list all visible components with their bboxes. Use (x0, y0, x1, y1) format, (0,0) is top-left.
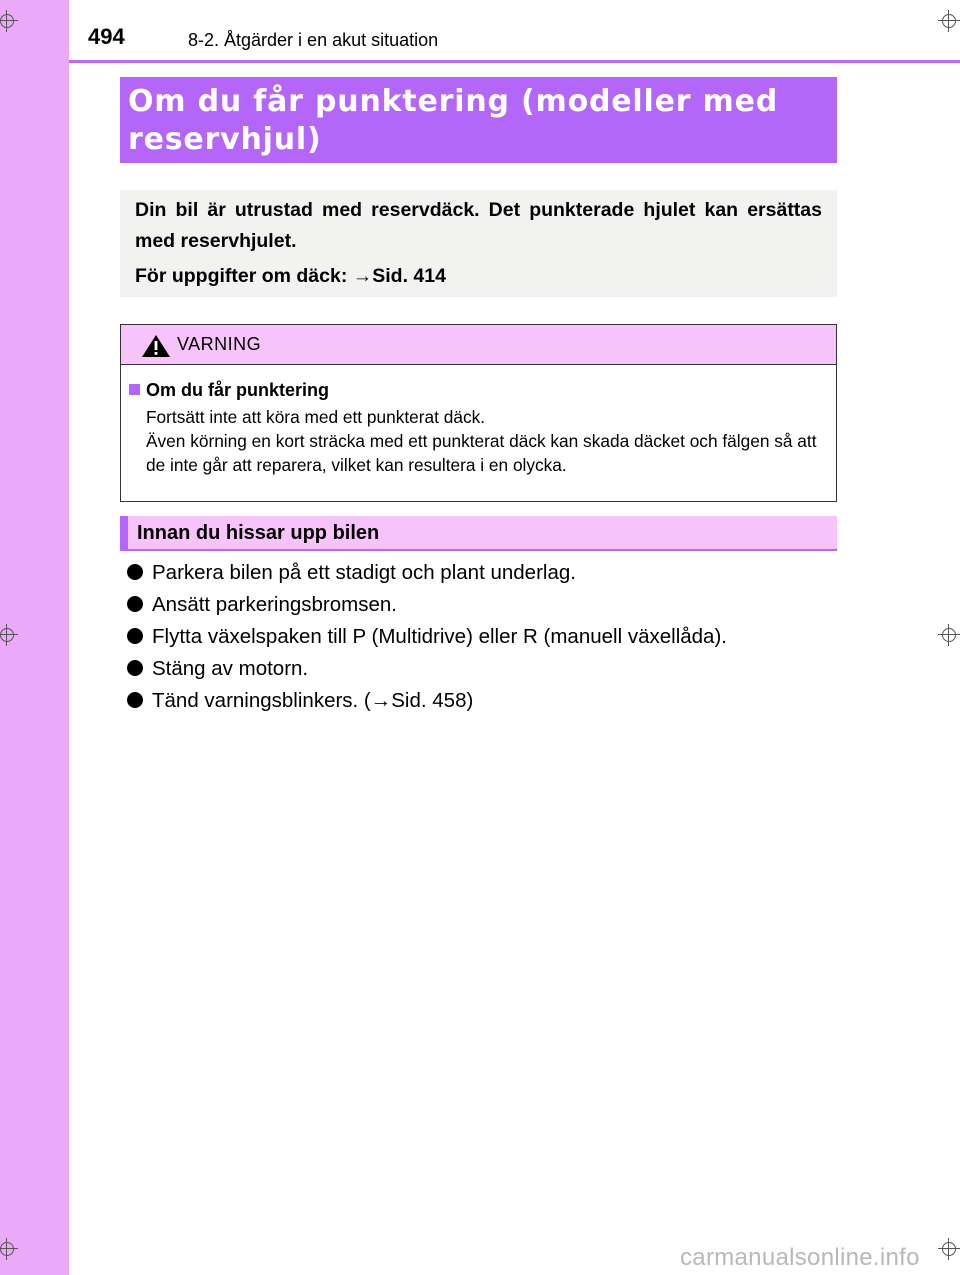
list-item (125, 623, 727, 655)
page-title-line2: reservhjul) (128, 122, 322, 157)
crop-mark-icon (0, 624, 18, 646)
bullet-icon (127, 564, 143, 580)
crop-mark-icon (0, 10, 18, 32)
list-item-text: Flytta växelspaken till P (Multidrive) eller R (manuell växellåda). (152, 625, 727, 648)
list-item (125, 559, 727, 591)
list-item-text: Stäng av motorn. (152, 657, 309, 680)
bullet-icon (127, 660, 143, 676)
intro-box (120, 190, 837, 297)
list-item-text: Parkera bilen på ett stadigt och plant underlag. (152, 561, 576, 584)
crop-mark-icon (938, 10, 960, 32)
list-item (125, 687, 727, 719)
warning-text-line1: Fortsätt inte att köra med ett punkterat däck. (146, 407, 486, 427)
warning-box (120, 324, 837, 502)
section-heading-bar (120, 516, 837, 551)
crop-mark-icon (938, 624, 960, 646)
warning-label: VARNING (177, 334, 262, 354)
section-header: 8-2. Åtgärder i en akut situation (188, 30, 439, 50)
header-rule (69, 60, 960, 63)
list-item-text: Tänd varningsblinkers. (→Sid. 458) (152, 689, 474, 712)
warning-subheading: Om du får punktering (146, 380, 330, 400)
intro-paragraph: Din bil är utrustad med reservdäck. Det punkterade hjulet kan ersättas med reservhjulet. (135, 199, 822, 252)
square-bullet-icon (129, 384, 140, 395)
crop-mark-icon (0, 1238, 18, 1260)
watermark: carmanualsonline.info (680, 1244, 920, 1271)
warning-header (121, 325, 836, 365)
bullet-icon (127, 692, 143, 708)
crop-mark-icon (938, 1238, 960, 1260)
title-box (120, 77, 837, 163)
section-heading: Innan du hissar upp bilen (137, 522, 380, 544)
list-item (125, 591, 727, 623)
warning-body (121, 365, 836, 477)
warning-text-line2: Även körning en kort sträcka med ett punkterat däck kan skada däcket och fälgen så att de inte går att reparera, vilket kan resultera i en olycka. (146, 431, 817, 475)
warning-triangle-icon (141, 334, 171, 358)
bullet-icon (127, 596, 143, 612)
intro-reference: För uppgifter om däck: →Sid. 414 (135, 265, 446, 287)
page-title-line1: Om du får punktering (modeller med (128, 84, 779, 119)
list-item (125, 655, 727, 687)
checklist (125, 559, 727, 719)
page-number: 494 (88, 24, 125, 49)
bullet-icon (127, 628, 143, 644)
list-item-text: Ansätt parkeringsbromsen. (152, 593, 397, 616)
